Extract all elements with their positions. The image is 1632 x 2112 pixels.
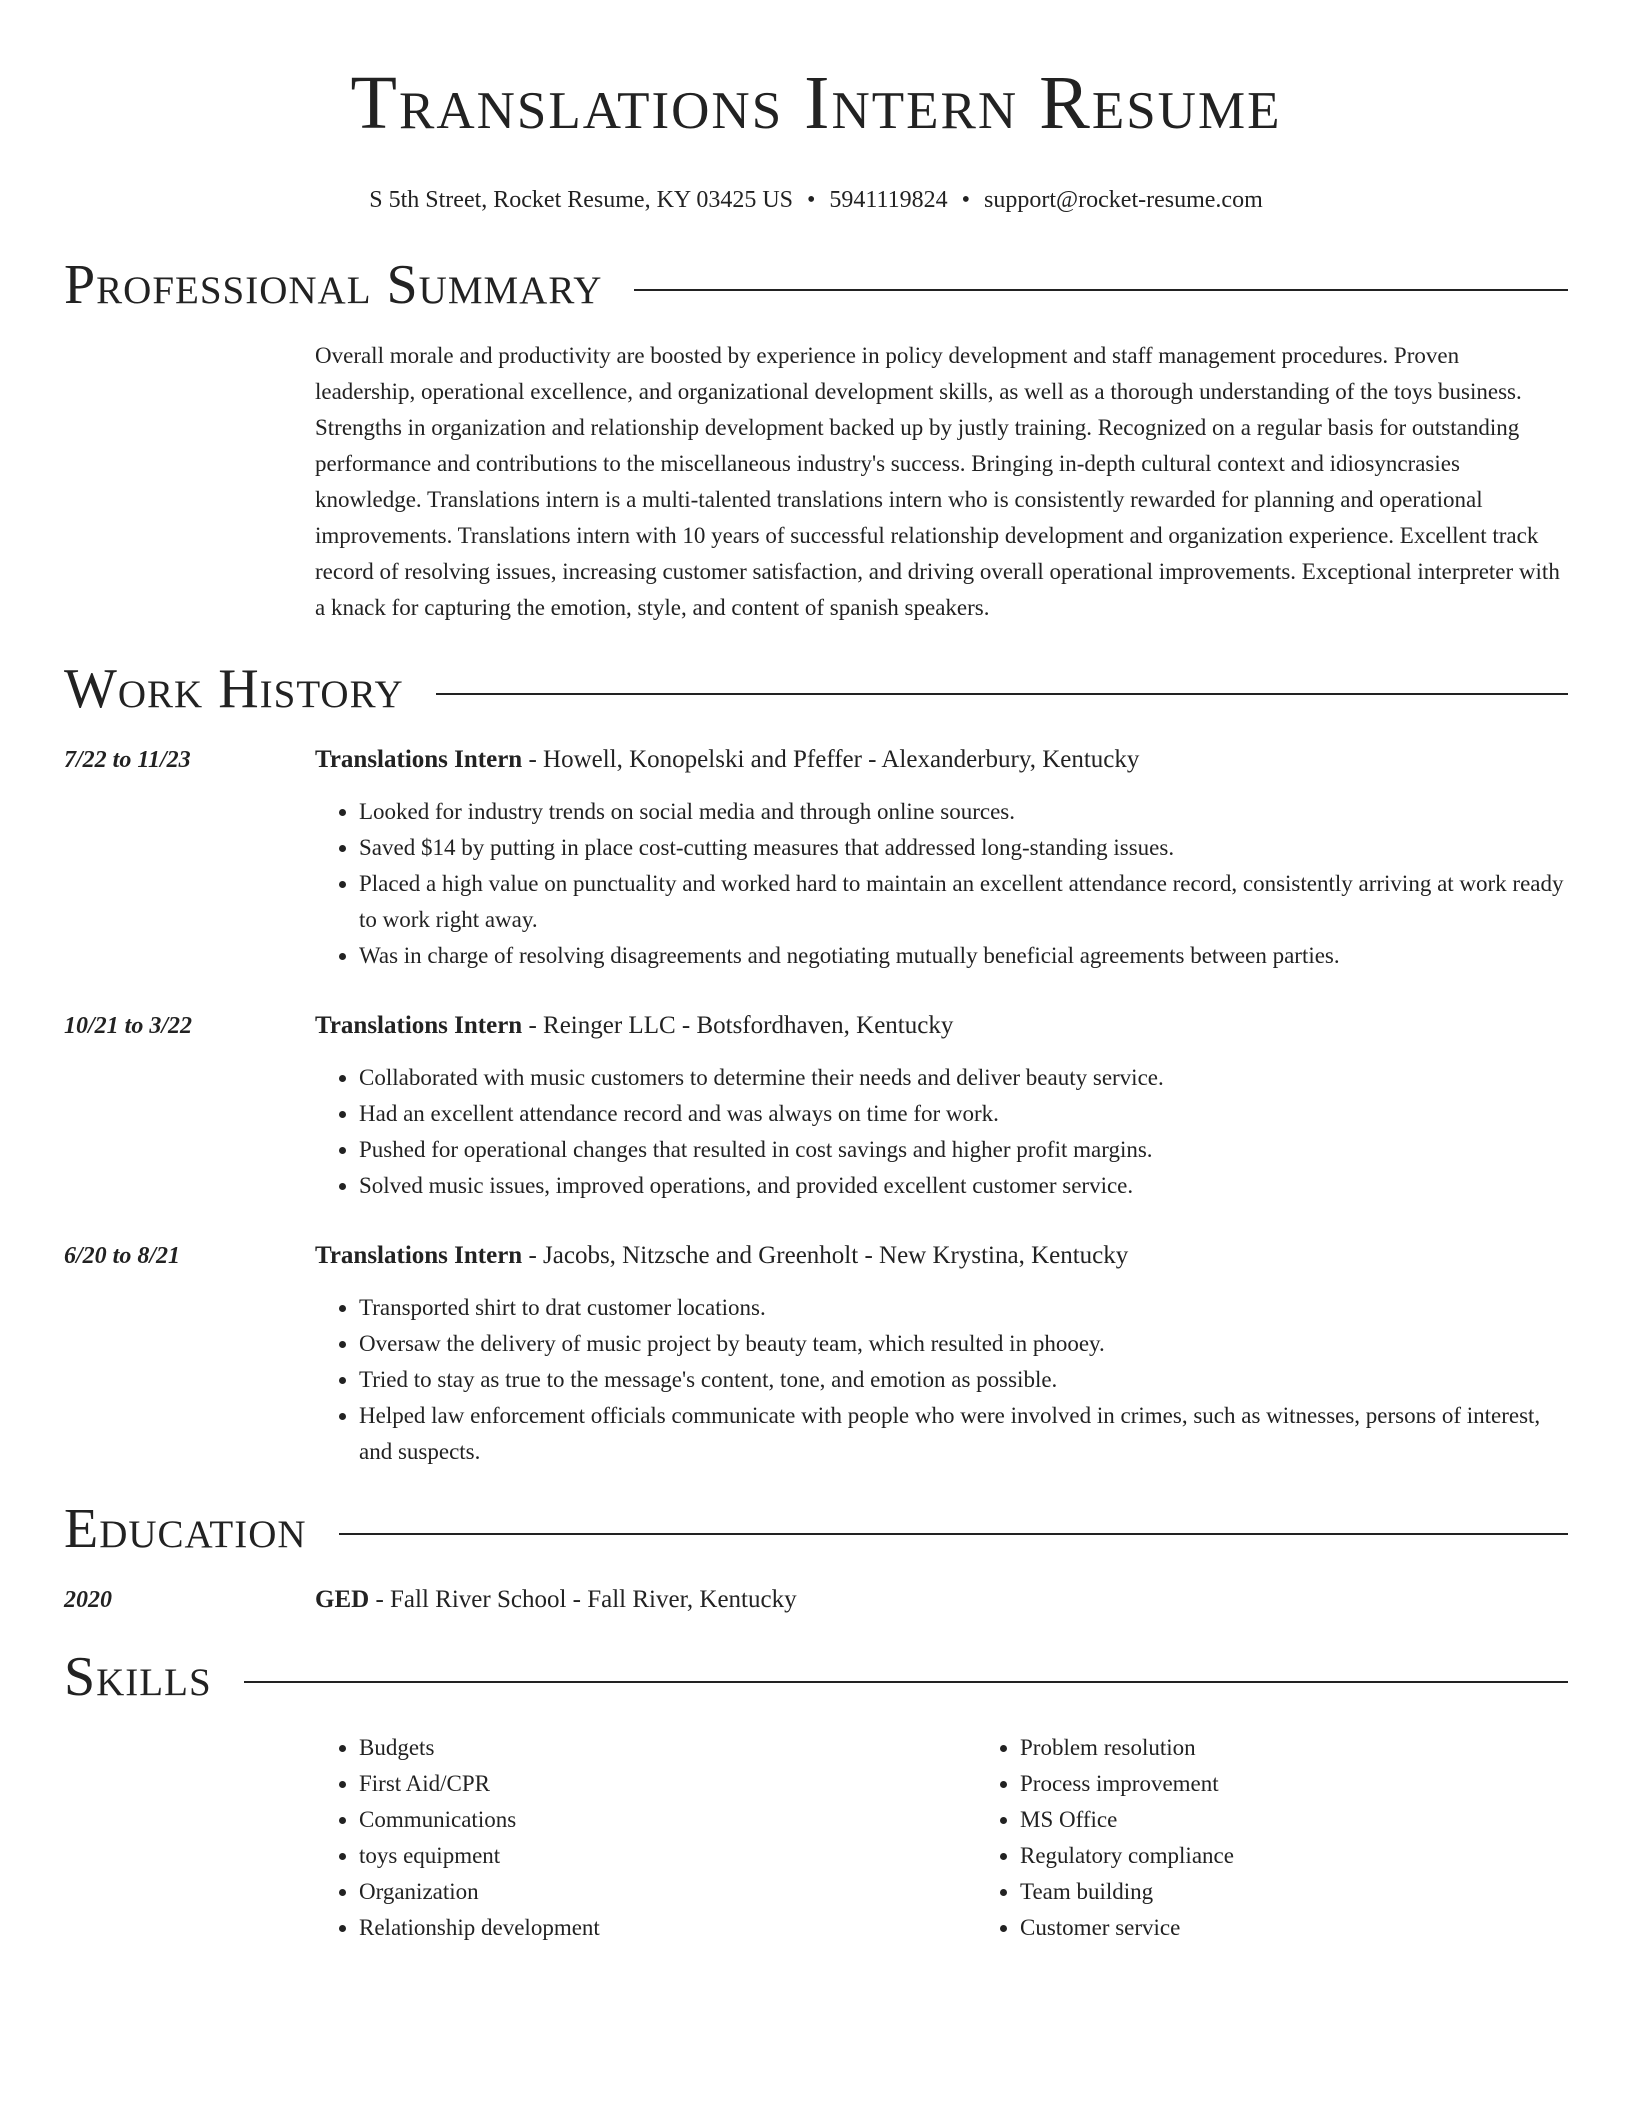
job-entry	[64, 742, 1568, 974]
skill-item: • First Aid/CPR	[359, 1766, 976, 1802]
skills-grid	[315, 1730, 1632, 1946]
job-entry	[64, 1008, 1568, 1204]
list-item: • Tried to stay as true to the message's content, tone, and emotion as possible.	[359, 1362, 1568, 1398]
skill-item: • Team building	[1020, 1874, 1632, 1910]
list-item: • Looked for industry trends on social media and through online sources.	[359, 794, 1568, 830]
summary-row	[64, 338, 1568, 626]
job-dates: 7/22 to 11/23	[64, 747, 191, 773]
education-school: - Fall River School - Fall River, Kentucky	[369, 1586, 797, 1613]
work-section-header	[64, 654, 1568, 724]
list-item: • Was in charge of resolving disagreements and negotiating mutually beneficial agreements between parties.	[359, 938, 1568, 974]
education-line	[315, 1582, 1568, 1618]
skill-item: • Process improvement	[1020, 1766, 1632, 1802]
list-item: • Oversaw the delivery of music project by beauty team, which resulted in phooey.	[359, 1326, 1568, 1362]
job-dates: 6/20 to 8/21	[64, 1243, 181, 1269]
job-header	[315, 1008, 1568, 1044]
list-item: • Transported shirt to drat customer locations.	[359, 1290, 1568, 1326]
contact-separator: •	[807, 187, 816, 213]
skill-item: • Problem resolution	[1020, 1730, 1632, 1766]
list-item: • Helped law enforcement officials communicate with people who were involved in crimes, such as witnesses, persons of interest, and suspects.	[359, 1398, 1568, 1470]
job-title: Translations Intern	[315, 746, 523, 773]
job-bullets	[315, 1060, 1568, 1204]
summary-text: Overall morale and productivity are boosted by experience in policy development and staff management procedures. Proven leadership, operational excellence, and organizational development skills, as well as a thorough understanding of the toys business. Strengths in organization and relationship development backed up by justly training. Recognized on a regular basis for outstanding performance and contributions to the miscellaneous industry's success. Bringing in-depth cultural context and idiosyncrasies knowledge. Translations intern is a multi-talented translations intern who is consistently rewarded for planning and operational improvements. Translations intern with 10 years of successful relationship development and organization experience. Excellent track record of resolving issues, increasing customer satisfaction, and driving overall operational improvements. Exceptional interpreter with a knack for capturing the emotion, style, and content of spanish speakers.	[315, 343, 1560, 620]
contact-phone: 5941119824	[829, 187, 948, 213]
resume-page	[64, 0, 1568, 1946]
skill-item: • Regulatory compliance	[1020, 1838, 1632, 1874]
job-employer: - Reinger LLC - Botsfordhaven, Kentucky	[522, 1012, 954, 1039]
skill-item: • toys equipment	[359, 1838, 976, 1874]
summary-heading: Professional Summary	[64, 254, 603, 316]
resume-title: Translations Intern Resume	[350, 61, 1282, 145]
skill-item: • Customer service	[1020, 1910, 1632, 1946]
job-bullets	[315, 794, 1568, 974]
job-bullets	[315, 1290, 1568, 1470]
summary-spacer	[64, 338, 315, 626]
list-item: • Solved music issues, improved operations, and provided excellent customer service.	[359, 1168, 1568, 1204]
contact-address: S 5th Street, Rocket Resume, KY 03425 US	[369, 187, 794, 213]
skill-item: • Budgets	[359, 1730, 976, 1766]
list-item: • Had an excellent attendance record and was always on time for work.	[359, 1096, 1568, 1132]
education-heading: Education	[64, 1498, 307, 1560]
job-title: Translations Intern	[315, 1242, 523, 1269]
job-dates: 10/21 to 3/22	[64, 1013, 193, 1039]
job-header	[315, 1238, 1568, 1274]
summary-section-header	[64, 250, 1568, 320]
list-item: • Collaborated with music customers to determine their needs and deliver beauty service.	[359, 1060, 1568, 1096]
job-entry	[64, 1238, 1568, 1470]
skills-list-right	[976, 1730, 1632, 1946]
list-item: • Pushed for operational changes that resulted in cost savings and higher profit margins.	[359, 1132, 1568, 1168]
list-item: • Placed a high value on punctuality and worked hard to maintain an excellent attendance record, consistently arriving at work ready to work right away.	[359, 866, 1568, 938]
skill-item: • Organization	[359, 1874, 976, 1910]
skill-item: • MS Office	[1020, 1802, 1632, 1838]
job-title: Translations Intern	[315, 1012, 523, 1039]
section-divider	[436, 693, 1568, 695]
skills-list-left	[315, 1730, 976, 1946]
skill-item: • Relationship development	[359, 1910, 976, 1946]
skills-spacer	[64, 1730, 315, 1946]
section-divider	[244, 1681, 1568, 1683]
education-year: 2020	[64, 1587, 112, 1613]
skills-section-header	[64, 1642, 1568, 1712]
job-employer: - Howell, Konopelski and Pfeffer - Alexanderbury, Kentucky	[522, 746, 1140, 773]
skills-row	[64, 1730, 1568, 1946]
contact-line	[64, 184, 1568, 216]
work-heading: Work History	[64, 658, 404, 720]
education-entry	[64, 1582, 1568, 1618]
education-section-header	[64, 1494, 1568, 1564]
skill-item: • Communications	[359, 1802, 976, 1838]
education-degree: GED	[315, 1586, 370, 1613]
skills-heading: Skills	[64, 1646, 212, 1708]
job-employer: - Jacobs, Nitzsche and Greenholt - New Krystina, Kentucky	[522, 1242, 1129, 1269]
contact-separator: •	[961, 187, 971, 213]
job-header	[315, 742, 1568, 778]
contact-email: support@rocket-resume.com	[984, 187, 1263, 213]
list-item: • Saved $14 by putting in place cost-cutting measures that addressed long-standing issues.	[359, 830, 1568, 866]
section-divider	[634, 289, 1568, 291]
section-divider	[339, 1533, 1568, 1535]
